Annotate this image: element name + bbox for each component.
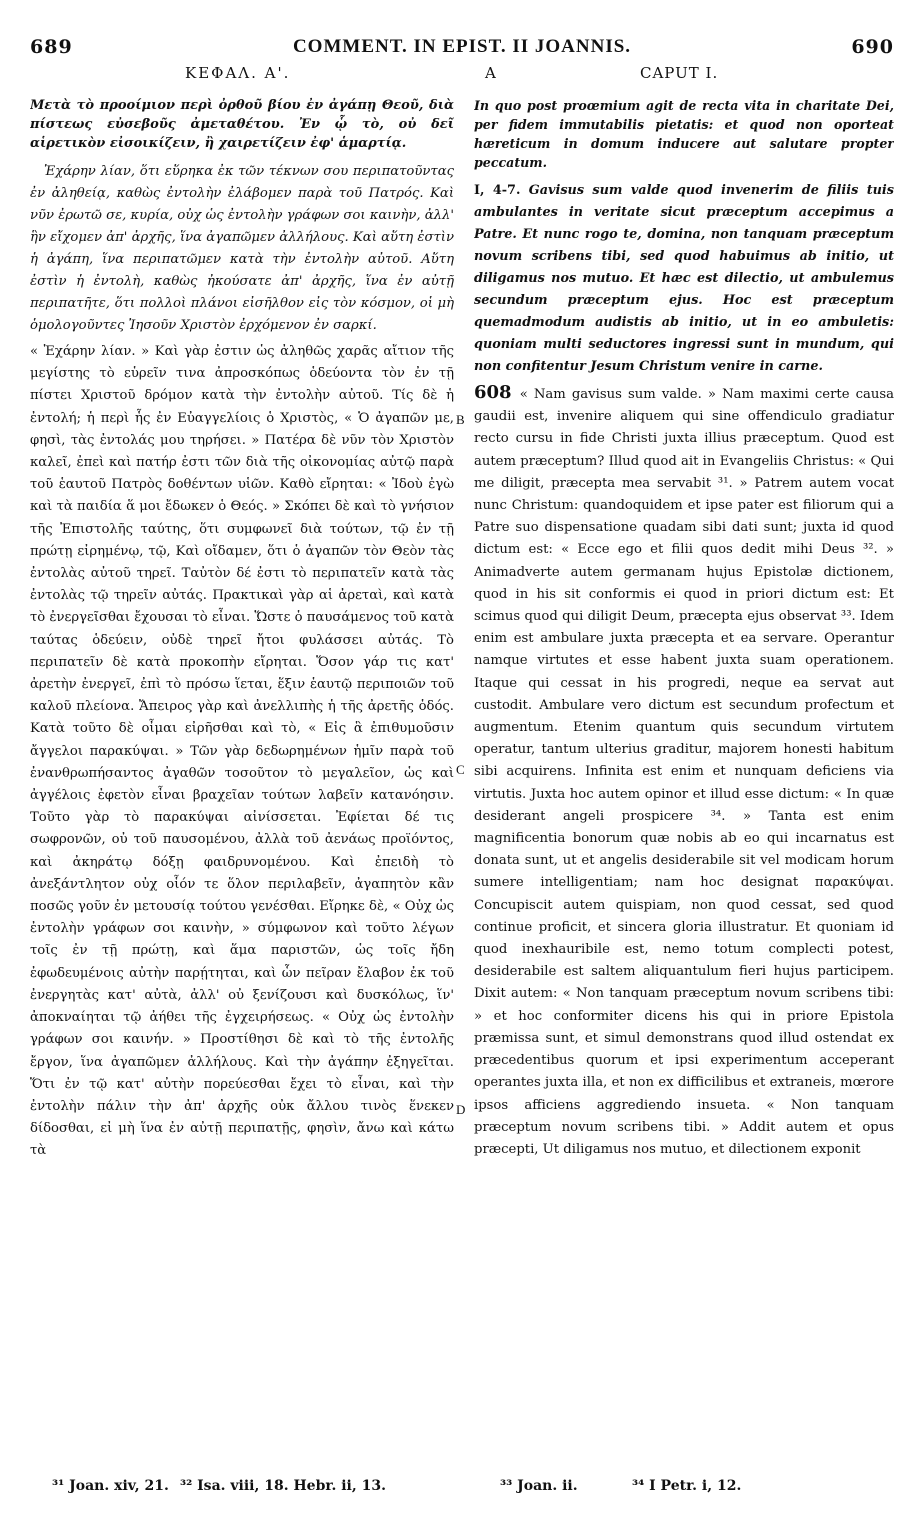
latin-commentary-text: « Nam gavisus sum valde. » Nam maximi certe causa gaudii est, invenire aliquem qui sine offendiculo gradiatur recto cursu in fide Christi juxta illius præceptum. Quod est autem præceptum? Illud quod ait in Evangeliis Christus: « Qui me diligit, præcepta mea servabit ³¹. » Patrem autem vocat nunc Christum: quandoquidem et ipse pater est filiorum qui a Patre suo dispensatione quadam sibi dati sunt; juxta id quod dictum est: « Ecce ego et filii quos dedit mihi Deus ³². » Animadverte autem germanam hujus Epistolæ dictionem, quod in his sit conformis ei quod in priori dictum est: Et scimus quod qui diligit Deum, præcepta ejus observat ³³. Idem enim est ambulare juxta præcepta et ea servare. Operantur namque virtutes et esse habent juxta suam operationem. Itaque qui cessat in his progredi, neque ea servat aut custodit. Ambulare vero dictum est secundum profectum et augmentum. Etenim quantum quis secundum virtutem operatur, tantum ulterius graditur, majorem honesti habitum sibi acquirens. Infinita est enim et nunquam deficiens via virtutis. Juxta hoc autem opinor et illud esse dictum: « In quæ desiderant angeli prospicere ³⁴. » Tanta est enim magnificentia bonorum quæ nobis ab eo qui incarnatus est donata sunt, ut et angelis desiderabile sit vel modicam horum sumere intelligentiam; nam hoc designat παρακύψαι. Concupiscit autem quispiam, non quod cessat, sed quod continue proficit, et sincera gloria illustratur. Et quoniam id quod inexhauribile est, nemo totum complecti potest, desiderabile est saltem aliquantulum fieri hujus participem. Dixit autem: « Non tanquam præceptum novum scribens tibi: » et hoc conformiter dicens his qui in priore Epistola præmissa sunt, et simul demonstrans quod illud ostendat ex præcedentibus quorum et ipsi experimentum acceperant operantes juxta illa, et non ex difficilibus et extraneis, mœrore ipsos afficiens aggrediendo insueta. « Non tanquam præceptum novum scribens tibi. » Addit autem et opus præcepti, Ut diligamus nos mutuo, et dilectionem exponit <box>474 387 894 1157</box>
latin-verse <box>474 180 894 378</box>
greek-commentary <box>30 341 454 1163</box>
greek-commentary-text: « Ἐχάρην λίαν. » Καὶ γὰρ ἐστιν ὡς ἀληθῶς χαρᾶς αἴτιον τῆς μεγίστης τὸ εὑρεῖν τινα ἀπροσκόπως ὁδεύοντα τὸν ἐν τῇ πίστει Χριστοῦ δρόμον κατὰ τὴν ἐντολὴν αὐτοῦ. Τίς δὲ ἡ ἐντολή; ἡ περὶ ἧς ἐν Εὐαγγελίοις ὁ Χριστὸς, « Ὁ ἀγαπῶν με, φησὶ, τὰς ἐντολάς μου τηρήσει. » Πατέρα δὲ νῦν τὸν Χριστὸν καλεῖ, ἐπεὶ καὶ πατήρ ἐστι τῶν διὰ τῆς οἰκονομίας αὐτῷ παρὰ τοῦ ἑαυτοῦ Πατρὸς δοθέντων υἱῶν. Καθὸ εἴρηται: « Ἰδοὺ ἐγὼ καὶ τὰ παιδία ἅ μοι ἔδωκεν ὁ Θεός. » Σκόπει δὲ καὶ τὸ γνήσιον τῆς Ἐπιστολῆς ταύτης, ὅτι συμφωνεῖ διὰ τούτων, τῷ ἐν τῇ πρώτῃ εἰρημένῳ, τῷ, Καὶ οἴδαμεν, ὅτι ὁ ἀγαπῶν τὸν Θεὸν τὰς ἐντολὰς αὐτοῦ τηρεῖ. Ταὐτὸν δέ ἐστι τὸ περιπατεῖν κατὰ τὰς ἐντολὰς τῷ τηρεῖν αὐτάς. Πρακτικαὶ γὰρ αἱ ἀρεταὶ, καὶ κατὰ τὸ ἐνεργεῖσθαι ἔχουσαι τὸ εἶναι. Ὥστε ὁ παυσάμενος τοῦ κατὰ ταύτας ὁδεύειν, οὐδὲ τηρεῖ ἤτοι φυλάσσει αὐτάς. Τὸ περιπατεῖν δὲ κατὰ προκοπὴν εἴρηται. Ὅσον γάρ τις κατ' ἀρετὴν ἐνεργεῖ, ἐπὶ τὸ πρόσω ἵεται, ἕξιν ἑαυτῷ περιποιῶν τοῦ καλοῦ πλείονα. Ἄπειρος γὰρ καὶ ἀνελλιπὴς ἡ τῆς ἀρετῆς ὁδός. Κατὰ τοῦτο δὲ οἶμαι εἰρῆσθαι καὶ τὸ, « Εἰς ἃ ἐπιθυμοῦσιν ἄγγελοι παρακύψαι. » Τῶν γὰρ δεδωρημένων ἡμῖν παρὰ τοῦ ἐνανθρωπήσαντος ἀγαθῶν τοσοῦτον τὸ μεγαλεῖον, ὡς καὶ ἀγγέλοις ἐφετὸν εἶναι βραχεῖαν τούτων λαβεῖν κατανόησιν. Τοῦτο γὰρ τὸ παρακύψαι αἰνίσσεται. Ἐφίεται δέ τις σωφρονῶν, οὐ τοῦ παυσομένου, ἀλλὰ τοῦ ἀενάως προϊόντος, καὶ ἀκηράτῳ δόξῃ φαιδρυνομένου. Καὶ ἐπειδὴ τὸ ἀνεξάντλητον οὐχ οἷόν τε ὅλον περιλαβεῖν, ἀγαπητὸν κἂν ποσῶς γοῦν ἐν μετουσίᾳ τούτου γενέσθαι. Εἴρηκε δὲ, « Οὐχ ὡς ἐντολὴν γράφων σοι καινὴν, » σύμφωνον καὶ τοῦτο λέγων τοῖς ἐν τῇ πρώτῃ, καὶ ἅμα παριστῶν, ὡς τοῖς ἤδη ἐφωδευμένοις αὐτὴν παρῄτηται, καὶ ὧν πεῖραν ἔλαβον ἐκ τοῦ ἐνεργητὰς κατ' αὐτὰ, ἀλλ' οὐ ξενίζουσι καὶ δυσκόλως, ἵν' ἀποκναίηται τῷ ἀήθει τῆς ἐγχειρήσεως. « Οὐχ ὡς ἐντολὴν γράφων σοι καινήν. » Προστίθησι δὲ καὶ τὸ τῆς ἐντολῆς ἔργον, ἵνα ἀγαπῶμεν ἀλλήλους. Καὶ τὴν ἀγάπην ἐξηγεῖται. Ὅτι ἐν τῷ κατ' αὐτὴν πορεύεσθαι ἔχει τὸ εἶναι, καὶ τὴν ἐντολὴν πάλιν τὴν ἀπ' ἀρχῆς οὐκ ἄλλου τινὸς ἕνεκεν δίδοσθαι, εἰ μὴ ἵνα ἐν αὐτῇ περιπατῇς, φησὶν, ἄνω καὶ κάτω τὰ <box>30 344 454 1159</box>
footnote-32: ³² Isa. viii, 18. Hebr. ii, 13. <box>180 1478 386 1494</box>
section-letter-a: A <box>485 64 496 82</box>
footnote-33: ³³ Joan. ii. <box>500 1478 578 1494</box>
latin-commentary <box>474 382 894 1161</box>
column-marker: 608 <box>474 382 512 403</box>
greek-verse-text: Ἐχάρην λίαν, ὅτι εὕρηκα ἐκ τῶν τέκνων σου περιπατοῦντας ἐν ἀληθείᾳ, καθὼς ἐντολὴν ἐλάβομεν παρὰ τοῦ Πατρός. Καὶ νῦν ἐρωτῶ σε, κυρία, οὐχ ὡς ἐντολὴν γράφων σοι καινὴν, ἀλλ' ἣν εἴχομεν ἀπ' ἀρχῆς, ἵνα ἀγαπῶμεν ἀλλήλους. Καὶ αὕτη ἐστὶν ἡ ἀγάπη, ἵνα περιπατῶμεν κατὰ τὴν ἐντολὴν αὐτοῦ. Αὕτη ἐστὶν ἡ ἐντολὴ, καθὼς ἠκούσατε ἀπ' ἀρχῆς, ἵνα ἐν αὐτῇ περιπατῆτε, ὅτι πολλοὶ πλάνοι εἰσῆλθον εἰς τὸν κόσμον, οἱ μὴ ὁμολογοῦντες Ἰησοῦν Χριστὸν ἐρχόμενον ἐν σαρκί. <box>30 164 454 333</box>
latin-verse-text: Gavisus sum valde quod invenerim de filiis tuis ambulantes in veritate sicut præceptum accepimus a Patre. Et nunc rogo te, domina, non tanquam præceptum novum scribens tibi, sed quod habuimus ab initio, ut diligamus nos mutuo. Et hæc est dilectio, ut ambulemus secundum præceptum ejus. Hoc est præceptum quemadmodum audistis ab initio, ut in eo ambuletis: quoniam multi seductores ingressi sunt in mundum, qui non confitentur Jesum Christum venire in carne. <box>474 183 894 374</box>
footnote-34: ³⁴ I Petr. i, 12. <box>632 1478 742 1494</box>
chapter-heading-latin: CAPUT I. <box>640 64 719 82</box>
greek-column <box>30 96 454 1406</box>
verse-reference: I, 4-7. <box>474 183 521 198</box>
margin-letter-d: D <box>456 1102 466 1117</box>
chapter-heading <box>30 64 894 86</box>
footnote-31: ³¹ Joan. xiv, 21. <box>52 1478 169 1494</box>
latin-commentary-paragraph <box>474 382 894 1161</box>
margin-letter-c: C <box>456 762 465 777</box>
running-title: COMMENT. IN EPIST. II JOANNIS. <box>292 36 632 57</box>
greek-summary: Μετὰ τὸ προοίμιον περὶ ὀρθοῦ βίου ἐν ἀγάπῃ Θεοῦ, διὰ πίστεως εὐσεβοῦς ἀμεταθέτου. Ἐν ᾧ τὸ, οὐ δεῖ αἱρετικὸν εἰσοικίζειν, ἢ χαιρετίζειν ἐφ' ἁμαρτίᾳ. <box>30 98 454 151</box>
page-number-left: 689 <box>30 36 73 58</box>
running-header <box>30 36 894 62</box>
margin-letter-b: B <box>456 412 465 427</box>
footnotes <box>30 1478 894 1502</box>
latin-column <box>474 96 894 1406</box>
chapter-heading-greek: ΚΕΦΑΛ. Α'. <box>185 64 291 82</box>
page-number-right: 690 <box>851 36 894 58</box>
latin-summary: In quo post proœmium agit de recta vita in charitate Dei, per fidem immutabilis pietatis: et quod non oporteat hæreticum in domum inducere aut salutare propter peccatum. <box>474 98 894 170</box>
